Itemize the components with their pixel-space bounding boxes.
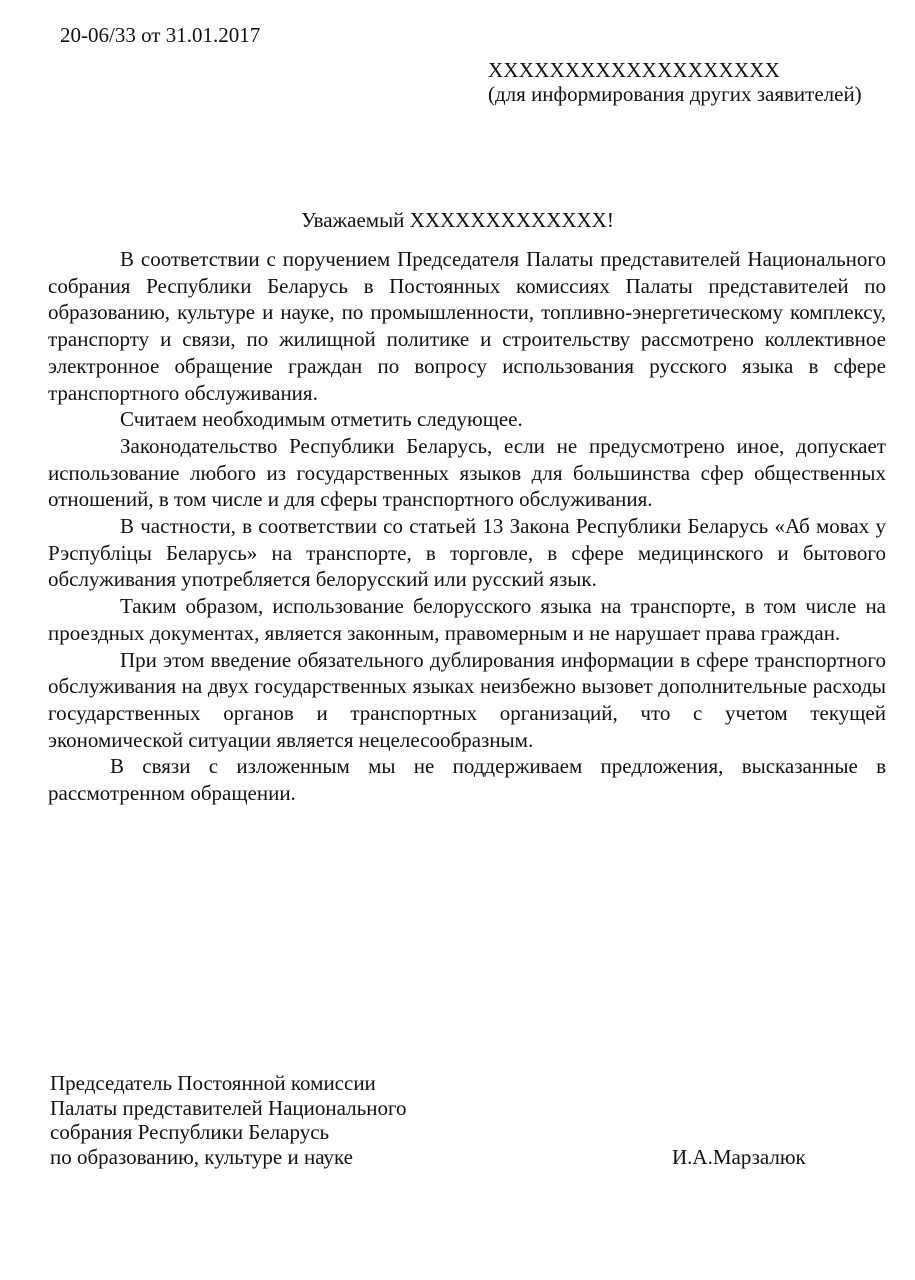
signature-position-line: Палаты представителей Национального <box>50 1095 407 1120</box>
body-paragraph: Законодательство Республики Беларусь, если не предусмотрено иное, допускает использование любого из государственных языков для большинства сфер общественных отношений, в том числе и для сферы транспортного обслуживания. <box>48 433 886 512</box>
addressee-note: (для информирования других заявителей) <box>488 82 862 106</box>
document-reference: 20-06/33 от 31.01.2017 <box>60 23 261 47</box>
body-paragraph: Считаем необходимым отметить следующее. <box>120 407 523 432</box>
body-paragraph: При этом введение обязательного дублирования информации в сфере транспортного обслуживания на двух государственных языках неизбежно вызовет дополнительные расходы государственных органов и транспортных организаций, что с учетом текущей экономической ситуации является нецелесообразным. <box>48 647 886 752</box>
signature-position-line: собрания Республики Беларусь <box>50 1120 330 1144</box>
addressee-block <box>488 58 884 106</box>
signer-name: И.А.Марзалюк <box>672 1145 806 1169</box>
signature-position-line: по образованию, культуре и науке <box>50 1144 353 1169</box>
body-paragraph: В соответствии с поручением Председателя Палаты представителей Национального собрания Республики Беларусь в Постоянных комиссиях Палаты представителей по образованию, культуре и науке, по промышленности, топливно-энергетическому комплексу, транспорту и связи, по жилищной политике и строительству рассмотрено коллективное электронное обращение граждан по вопросу использования русского языка в сфере транспортного обслуживания. <box>48 247 886 405</box>
addressee-name: ХХХХХХХХХХХХХХХХХХХ <box>488 58 780 82</box>
letter-body <box>48 246 886 807</box>
signature-position <box>50 1071 510 1169</box>
body-paragraph: Таким образом, использование белорусского языка на транспорте, в том числе на проездных документах, является законным, правомерным и не нарушает права граждан. <box>48 594 886 645</box>
signature-position-line: Председатель Постоянной комиссии <box>50 1071 376 1095</box>
body-paragraph: В частности, в соответствии со статьей 13 Закона Республики Беларусь «Аб мовах у Рэспубліцы Беларусь» на транспорте, в торговле, в сфере медицинского и бытового обслуживания употребляется белорусский или русский язык. <box>48 514 886 592</box>
salutation: Уважаемый ХХХХХХХХХХХХХ! <box>301 208 614 232</box>
body-paragraph: В связи с изложенным мы не поддерживаем предложения, высказанные в рассмотренном обращении. <box>48 754 886 806</box>
